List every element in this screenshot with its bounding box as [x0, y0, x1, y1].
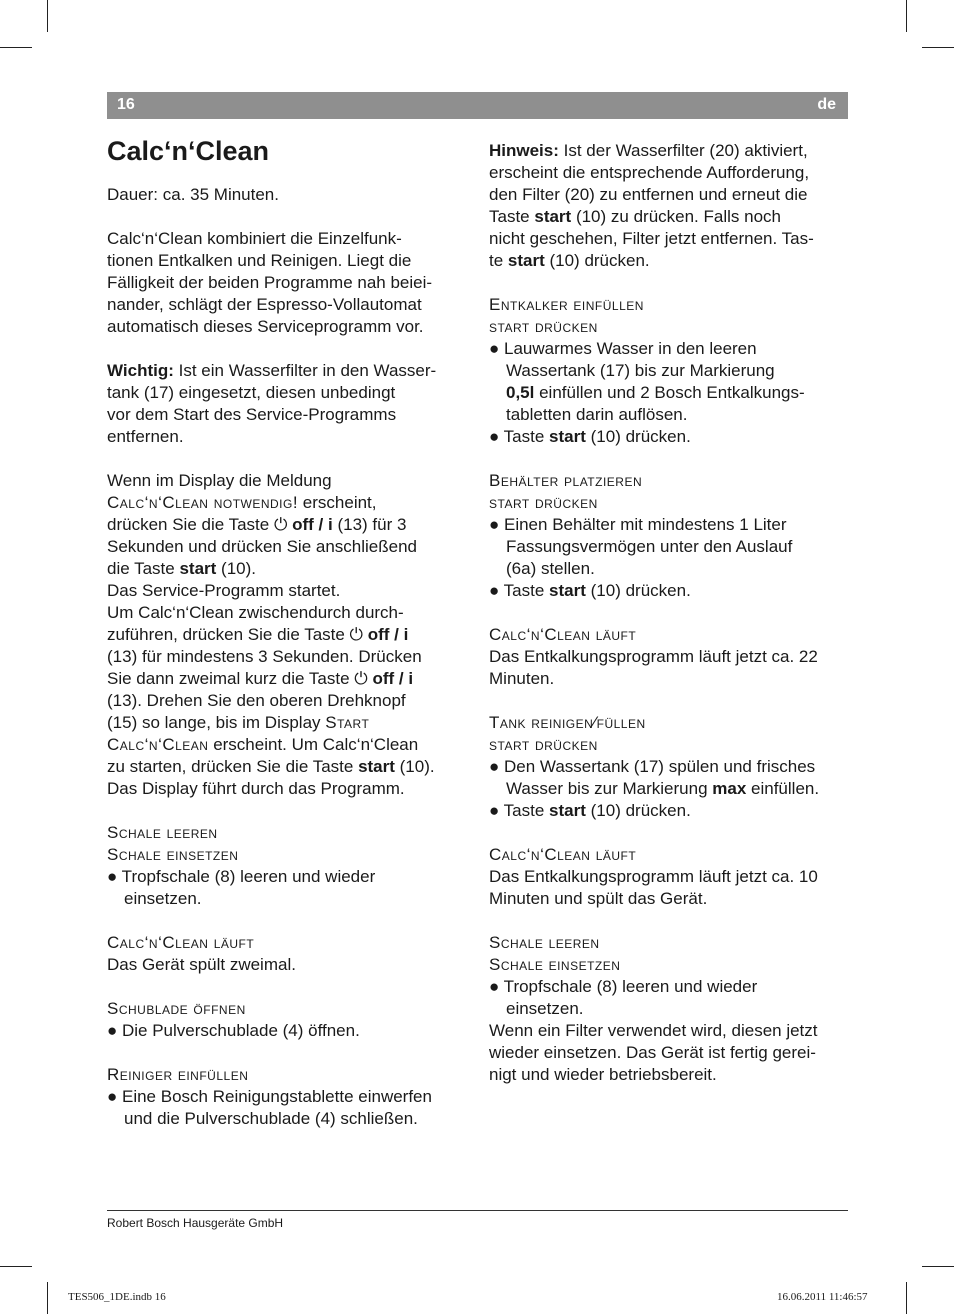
left-line [107, 250, 411, 272]
footer-rule [107, 1210, 848, 1211]
left-line [107, 646, 422, 668]
body-text: (10). [394, 757, 435, 776]
left-line [107, 360, 436, 382]
left-line [107, 998, 246, 1020]
page-title: Calc‘n‘Clean [107, 136, 270, 166]
body-text: (10) drücken. [585, 801, 691, 820]
right-line [489, 580, 691, 602]
crop-mark [906, 1282, 907, 1314]
left-line [107, 734, 418, 756]
crop-mark [922, 47, 954, 48]
left-line [107, 932, 254, 954]
bold-text: max [712, 779, 747, 798]
display-message: Calc‘n‘Clean [107, 735, 209, 754]
display-message: Schale einsetzen [107, 845, 239, 864]
right-line [506, 360, 775, 382]
right-line [489, 426, 691, 448]
left-line [107, 514, 406, 536]
body-text: (15) so lange, bis im Display [107, 713, 326, 732]
body-text: tionen Entkalken und Reinigen. Liegt die [107, 251, 412, 270]
body-text: Um Calc‘n‘Clean zwischendurch durch- [107, 603, 404, 622]
left-line [107, 624, 408, 646]
right-line [506, 382, 805, 404]
right-line [489, 206, 781, 228]
body-text: nigt und wieder betriebsbereit. [489, 1065, 717, 1084]
right-line [489, 976, 757, 998]
left-line [124, 888, 202, 910]
left-line [107, 1064, 248, 1086]
body-text: vor dem Start des Service-Programms [107, 405, 397, 424]
body-text: Wassertank (17) bis zur Markierung [506, 361, 775, 380]
left-line [107, 272, 432, 294]
left-line [107, 536, 417, 558]
right-line [489, 624, 636, 646]
left-line [107, 1086, 432, 1108]
slug-datetime: 16.06.2011 11:46:57 [777, 1291, 868, 1303]
body-text: Das Service-Programm startet. [107, 581, 341, 600]
body-text: ● Einen Behälter mit mindestens 1 Liter [489, 515, 787, 534]
body-text: Calc‘n‘Clean kombiniert die Einzelfunk- [107, 229, 402, 248]
body-text: te [489, 251, 508, 270]
crop-mark [0, 1266, 32, 1267]
right-line [506, 558, 595, 580]
left-line [107, 404, 396, 426]
right-line [489, 1064, 717, 1086]
display-message: Calc‘n‘Clean läuft [489, 625, 637, 644]
body-text: einfüllen und 2 Bosch Entkalkungs- [534, 383, 805, 402]
right-line [489, 800, 691, 822]
body-text: automatisch dieses Serviceprogramm vor. [107, 317, 424, 336]
footer-company: Robert Bosch Hausgeräte GmbH [107, 1216, 284, 1230]
body-text: (10). [216, 559, 257, 578]
bold-text: start [507, 251, 545, 270]
body-text: ● Die Pulverschublade (4) öffnen. [107, 1021, 360, 1040]
left-line [107, 184, 279, 206]
body-text: (10) drücken. [585, 581, 691, 600]
display-message: Schublade öffnen [107, 999, 246, 1018]
display-message: Schale leeren [107, 823, 218, 842]
body-text: Das Display führt durch das Programm. [107, 779, 405, 798]
body-text: ● Taste [489, 427, 550, 446]
body-text: Wenn im Display die Meldung [107, 471, 332, 490]
right-line [489, 140, 808, 162]
body-text: Das Gerät spült zweimal. [107, 955, 296, 974]
right-line [489, 228, 814, 250]
body-text: nicht geschehen, Filter jetzt entfernen. Tas- [489, 229, 814, 248]
right-line [506, 404, 687, 426]
body-text: (13) für mindestens 3 Sekunden. Drücken [107, 647, 422, 666]
body-text: ● Tropfschale (8) leeren und wieder [489, 977, 758, 996]
body-text: Minuten. [489, 669, 555, 688]
right-line [489, 712, 646, 734]
body-text: nander, schlägt der Espresso-Vollautomat [107, 295, 422, 314]
right-line [489, 954, 620, 976]
body-text: einfüllen. [746, 779, 820, 798]
right-line [489, 756, 815, 778]
body-text: erscheint die entsprechende Aufforderung, [489, 163, 810, 182]
body-text: (10) drücken. [544, 251, 650, 270]
display-message: Reiniger einfüllen [107, 1065, 249, 1084]
right-line [489, 646, 818, 668]
display-message: Calc‘n‘Clean läuft [107, 933, 255, 952]
body-text: den Filter (20) zu entfernen und erneut die [489, 185, 808, 204]
body-text: erscheint, [298, 493, 377, 512]
crop-mark [906, 0, 907, 32]
left-line [107, 382, 395, 404]
display-message: Schale einsetzen [489, 955, 621, 974]
right-line [489, 250, 650, 272]
body-text: (10) zu drücken. Falls noch [571, 207, 781, 226]
left-line [107, 668, 413, 690]
left-line [107, 316, 424, 338]
page-header [107, 92, 848, 119]
body-text: einsetzen. [124, 889, 202, 908]
right-line [489, 668, 554, 690]
body-text: drücken Sie die Taste ⏻ [107, 515, 293, 534]
body-text: erscheint. Um Calc‘n‘Clean [208, 735, 419, 754]
right-line [489, 470, 642, 492]
display-message: start drücken [489, 317, 598, 336]
body-text: Ist der Wasserfilter (20) aktiviert, [558, 141, 808, 160]
left-line [107, 822, 218, 844]
body-text: Dauer: ca. 35 Minuten. [107, 185, 279, 204]
left-line [107, 756, 435, 778]
body-text: Wenn ein Filter verwendet wird, diesen jetzt [489, 1021, 818, 1040]
right-line [489, 1042, 816, 1064]
right-line [489, 514, 787, 536]
right-line [489, 1020, 818, 1042]
bold-text: start [549, 801, 586, 820]
display-message: Behälter platzieren [489, 471, 643, 490]
right-line [506, 778, 819, 800]
display-message: Tank reinigen⁄füllen [489, 713, 646, 732]
body-text: einsetzen. [506, 999, 584, 1018]
bold-text: Wichtig: [107, 361, 174, 380]
right-line [489, 932, 600, 954]
body-text: die Taste [107, 559, 180, 578]
body-text: Wasser bis zur Markierung [506, 779, 713, 798]
body-text: Sie dann zweimal kurz die Taste ⏻ [107, 669, 373, 688]
right-line [489, 316, 598, 338]
crop-mark [922, 1266, 954, 1267]
body-text: Fälligkeit der beiden Programme nah beiei- [107, 273, 433, 292]
body-text: ● Taste [489, 581, 550, 600]
display-message: start drücken [489, 735, 598, 754]
right-line [489, 734, 598, 756]
body-text: Das Entkalkungsprogramm läuft jetzt ca. 10 [489, 867, 818, 886]
right-line [489, 888, 707, 910]
bold-text: start [358, 757, 395, 776]
body-text: Das Entkalkungsprogramm läuft jetzt ca. 22 [489, 647, 818, 666]
left-line [107, 558, 256, 580]
left-line [107, 866, 375, 888]
body-text: (10) drücken. [585, 427, 691, 446]
body-text: entfernen. [107, 427, 184, 446]
crop-mark [47, 0, 48, 32]
right-line [489, 338, 757, 360]
body-text: ● Taste [489, 801, 550, 820]
right-line [489, 184, 807, 206]
left-line [107, 580, 340, 602]
bold-text: start [549, 581, 586, 600]
right-line [489, 866, 818, 888]
body-text: Fassungsvermögen unter den Auslauf [506, 537, 793, 556]
body-text: zuführen, drücken Sie die Taste ⏻ [107, 625, 368, 644]
display-message: start drücken [489, 493, 598, 512]
left-line [107, 294, 422, 316]
body-text: (13) für 3 [332, 515, 407, 534]
bold-text: 0,5l [506, 383, 535, 402]
right-line [506, 998, 584, 1020]
body-text: (13). Drehen Sie den oberen Drehknopf [107, 691, 406, 710]
left-line [107, 844, 238, 866]
left-line [107, 602, 404, 624]
left-line [107, 228, 402, 250]
body-text: und die Pulverschublade (4) schließen. [124, 1109, 418, 1128]
body-text: Minuten und spült das Gerät. [489, 889, 708, 908]
left-line [107, 1020, 360, 1042]
body-text: ● Eine Bosch Reinigungstablette einwerfen [107, 1087, 432, 1106]
slug-file: TES506_1DE.indb 16 [68, 1291, 166, 1303]
right-line [489, 294, 644, 316]
body-text: wieder einsetzen. Das Gerät ist fertig gerei- [489, 1043, 816, 1062]
body-text: Sekunden und drücken Sie anschließend [107, 537, 417, 556]
left-line [107, 690, 406, 712]
left-line [107, 778, 405, 800]
right-line [506, 536, 792, 558]
page-number: 16 [117, 96, 135, 113]
right-line [489, 844, 636, 866]
left-line [107, 470, 332, 492]
body-text: zu starten, drücken Sie die Taste [107, 757, 359, 776]
bold-text: start [534, 207, 572, 226]
bold-text: Hinweis: [489, 141, 559, 160]
body-text: ● Tropfschale (8) leeren und wieder [107, 867, 376, 886]
left-line [124, 1108, 418, 1130]
bold-text: off / i [292, 515, 333, 534]
language-tag: de [817, 96, 836, 113]
body-text: tabletten darin auflösen. [506, 405, 688, 424]
bold-text: start [549, 427, 586, 446]
left-line [107, 426, 184, 448]
left-line [107, 712, 369, 734]
bold-text: off / i [367, 625, 409, 644]
left-line [107, 954, 296, 976]
left-line [107, 492, 377, 514]
body-text: (6a) stellen. [506, 559, 595, 578]
right-line [489, 162, 809, 184]
body-text: Ist ein Wasserfilter in den Wasser- [173, 361, 437, 380]
body-text: tank (17) eingesetzt, diesen unbedingt [107, 383, 396, 402]
display-message: Entkalker einfüllen [489, 295, 644, 314]
right-line [489, 492, 598, 514]
crop-mark [47, 1282, 48, 1314]
body-text: ● Den Wassertank (17) spülen und frisches [489, 757, 816, 776]
body-text: ● Lauwarmes Wasser in den leeren [489, 339, 757, 358]
display-message: Calc‘n‘Clean läuft [489, 845, 637, 864]
display-message: Schale leeren [489, 933, 600, 952]
display-message: Start [325, 713, 370, 732]
crop-mark [0, 47, 32, 48]
body-text: Taste [489, 207, 535, 226]
display-message: Calc‘n‘Clean notwendig! [107, 493, 299, 512]
bold-text: start [179, 559, 217, 578]
bold-text: off / i [372, 669, 414, 688]
